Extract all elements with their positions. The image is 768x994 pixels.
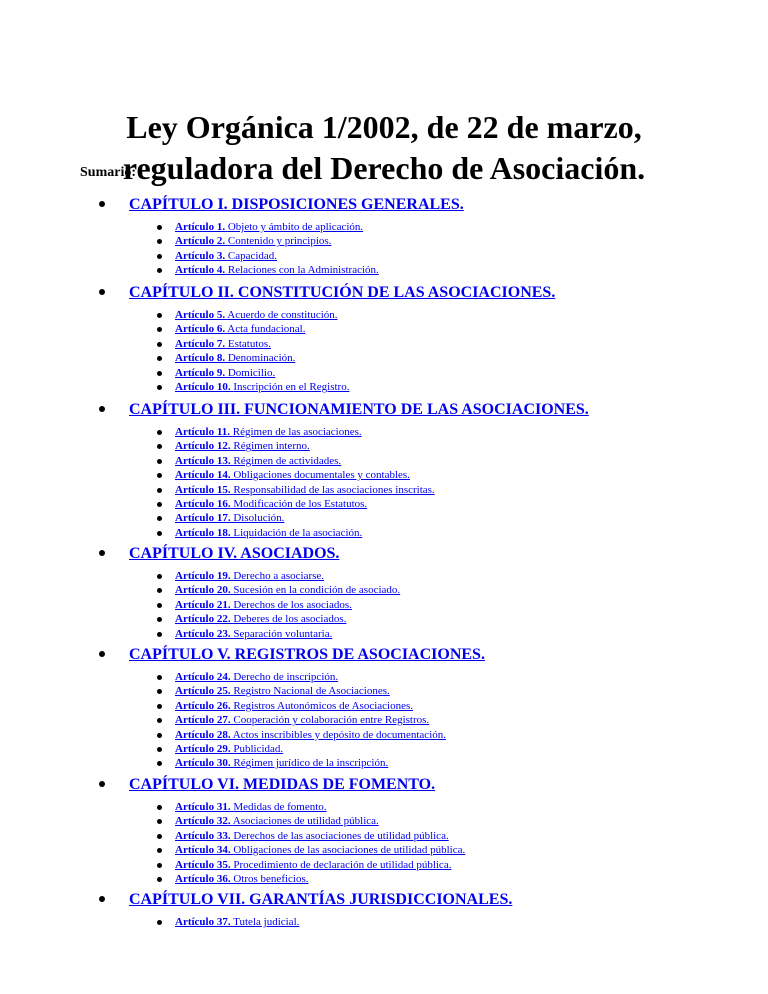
article-number: Artículo 21. xyxy=(175,598,231,611)
article-number: Artículo 10. xyxy=(175,381,231,393)
bullet-icon xyxy=(157,313,162,318)
article-item xyxy=(0,308,768,322)
article-title: Denominación. xyxy=(227,352,296,365)
article-item xyxy=(0,468,768,482)
article-number: Artículo 4. xyxy=(175,264,226,277)
article-number: Artículo 18. xyxy=(175,526,231,539)
article-title: Registros Autonómicos de Asociaciones. xyxy=(233,699,414,712)
article-link[interactable] xyxy=(175,627,332,641)
bullet-icon xyxy=(157,805,162,810)
bullet-icon xyxy=(157,473,162,478)
article-title: Derecho a asociarse. xyxy=(233,570,325,582)
article-link[interactable] xyxy=(175,234,331,248)
bullet-icon xyxy=(157,632,162,637)
bullet-icon xyxy=(157,761,162,766)
chapter-link[interactable]: CAPÍTULO II. CONSTITUCIÓN DE LAS ASOCIACIONES. xyxy=(129,284,556,301)
chapter-link[interactable]: CAPÍTULO III. FUNCIONAMIENTO DE LAS ASOCIACIONES. xyxy=(129,401,589,418)
article-number: Artículo 9. xyxy=(175,366,226,379)
page-title-line-2: reguladora del Derecho de Asociación. xyxy=(122,150,646,187)
bullet-icon xyxy=(99,289,105,295)
article-title: Procedimiento de declaración de utilidad pública. xyxy=(233,858,452,871)
article-number: Artículo 8. xyxy=(175,352,226,365)
bullet-icon xyxy=(99,781,105,787)
article-item xyxy=(0,915,768,929)
article-item xyxy=(0,249,768,263)
bullet-icon xyxy=(99,651,105,657)
article-item xyxy=(0,337,768,351)
bullet-icon xyxy=(99,550,105,556)
bullet-icon xyxy=(157,704,162,709)
article-number: Artículo 22. xyxy=(175,613,231,626)
bullet-icon xyxy=(157,488,162,493)
article-number: Artículo 25. xyxy=(175,685,231,698)
article-title: Acta fundacional. xyxy=(227,323,306,336)
bullet-icon xyxy=(99,896,105,902)
article-title: Estatutos. xyxy=(227,337,271,350)
chapter-link[interactable]: CAPÍTULO I. DISPOSICIONES GENERALES. xyxy=(129,196,464,213)
article-link[interactable] xyxy=(175,511,284,525)
article-link[interactable] xyxy=(175,526,362,540)
article-number: Artículo 14. xyxy=(175,469,231,482)
article-link[interactable] xyxy=(175,497,367,511)
article-item xyxy=(0,569,768,583)
article-title: Actos inscribibles y depósito de documentación. xyxy=(232,728,446,741)
bullet-icon xyxy=(157,603,162,608)
article-item xyxy=(0,526,768,540)
article-number: Artículo 37. xyxy=(175,916,231,928)
article-number: Artículo 23. xyxy=(175,627,231,640)
summary-label: Sumario: xyxy=(80,165,136,180)
article-title: Asociaciones de utilidad pública. xyxy=(232,815,379,828)
article-item xyxy=(0,497,768,511)
article-link[interactable] xyxy=(175,728,446,742)
bullet-icon xyxy=(157,675,162,680)
chapter-link[interactable]: CAPÍTULO IV. ASOCIADOS. xyxy=(129,545,340,562)
article-number: Artículo 15. xyxy=(175,483,231,496)
article-number: Artículo 28. xyxy=(175,728,231,741)
article-number: Artículo 26. xyxy=(175,699,231,712)
article-title: Modificación de los Estatutos. xyxy=(233,498,368,510)
article-item xyxy=(0,598,768,612)
article-number: Artículo 6. xyxy=(175,323,226,336)
article-item xyxy=(0,713,768,727)
article-link[interactable] xyxy=(175,872,309,886)
article-title: Régimen jurídico de la inscripción. xyxy=(233,757,389,770)
article-number: Artículo 29. xyxy=(175,743,231,755)
chapter-link[interactable]: CAPÍTULO VI. MEDIDAS DE FOMENTO. xyxy=(129,776,436,793)
article-item xyxy=(0,670,768,684)
article-item xyxy=(0,483,768,497)
article-item xyxy=(0,380,768,394)
article-title: Objeto y ámbito de aplicación. xyxy=(227,221,364,233)
article-title: Obligaciones documentales y contables. xyxy=(233,469,410,482)
article-link[interactable] xyxy=(175,439,310,453)
article-number: Artículo 11. xyxy=(175,426,230,438)
article-number: Artículo 24. xyxy=(175,671,231,683)
bullet-icon xyxy=(157,268,162,273)
article-item xyxy=(0,872,768,886)
article-title: Derechos de las asociaciones de utilidad pública. xyxy=(233,829,449,842)
article-link[interactable] xyxy=(175,915,299,929)
article-title: Obligaciones de las asociaciones de utilidad pública. xyxy=(233,844,466,857)
article-item xyxy=(0,728,768,742)
article-title: Relaciones con la Administración. xyxy=(227,264,379,277)
article-link[interactable] xyxy=(175,699,413,713)
article-number: Artículo 1. xyxy=(175,221,226,233)
chapter-link[interactable]: CAPÍTULO V. REGISTROS DE ASOCIACIONES. xyxy=(129,646,485,663)
article-link[interactable] xyxy=(175,366,275,380)
article-title: Acuerdo de constitución. xyxy=(227,309,338,321)
article-item xyxy=(0,829,768,843)
bullet-icon xyxy=(157,848,162,853)
article-link[interactable] xyxy=(175,569,324,583)
bullet-icon xyxy=(157,877,162,882)
bullet-icon xyxy=(157,239,162,244)
article-item xyxy=(0,322,768,336)
article-title: Tutela judicial. xyxy=(233,916,300,928)
article-link[interactable] xyxy=(175,380,349,394)
article-number: Artículo 3. xyxy=(175,249,226,262)
bullet-icon xyxy=(157,819,162,824)
article-link[interactable] xyxy=(175,713,429,727)
article-link[interactable] xyxy=(175,843,465,857)
article-number: Artículo 33. xyxy=(175,829,231,842)
bullet-icon xyxy=(157,371,162,376)
bullet-icon xyxy=(157,342,162,347)
article-link[interactable] xyxy=(175,612,346,626)
article-item xyxy=(0,583,768,597)
article-link[interactable] xyxy=(175,829,449,843)
article-title: Publicidad. xyxy=(233,743,284,755)
bullet-icon xyxy=(157,385,162,390)
article-number: Artículo 16. xyxy=(175,498,231,510)
bullet-icon xyxy=(157,747,162,752)
article-item xyxy=(0,234,768,248)
article-item xyxy=(0,800,768,814)
article-number: Artículo 7. xyxy=(175,337,226,350)
article-title: Sucesión en la condición de asociado. xyxy=(233,584,401,597)
article-number: Artículo 32. xyxy=(175,815,231,828)
article-link[interactable] xyxy=(175,756,388,770)
article-link[interactable] xyxy=(175,670,338,684)
article-item xyxy=(0,742,768,756)
article-title: Responsabilidad de las asociaciones inscritas. xyxy=(233,483,435,496)
article-title: Régimen interno. xyxy=(233,440,310,453)
article-number: Artículo 30. xyxy=(175,757,231,770)
article-item xyxy=(0,366,768,380)
article-number: Artículo 34. xyxy=(175,844,231,857)
chapter-link[interactable]: CAPÍTULO VII. GARANTÍAS JURISDICCIONALES. xyxy=(129,891,513,908)
bullet-icon xyxy=(99,201,105,207)
bullet-icon xyxy=(157,225,162,230)
article-link[interactable] xyxy=(175,249,277,263)
article-title: Régimen de actividades. xyxy=(233,454,342,467)
article-title: Cooperación y colaboración entre Registros. xyxy=(233,714,430,727)
article-item xyxy=(0,263,768,277)
article-link[interactable] xyxy=(175,220,363,234)
article-item xyxy=(0,858,768,872)
article-title: Domicilio. xyxy=(227,366,276,379)
article-link[interactable] xyxy=(175,583,400,597)
article-title: Capacidad. xyxy=(227,249,278,262)
article-link[interactable] xyxy=(175,337,271,351)
article-item xyxy=(0,612,768,626)
bullet-icon xyxy=(157,834,162,839)
bullet-icon xyxy=(157,327,162,332)
bullet-icon xyxy=(157,502,162,507)
bullet-icon xyxy=(157,254,162,259)
article-number: Artículo 36. xyxy=(175,873,231,885)
article-number: Artículo 19. xyxy=(175,570,231,582)
article-title: Medidas de fomento. xyxy=(233,801,327,813)
article-link[interactable] xyxy=(175,814,379,828)
article-link[interactable] xyxy=(175,800,327,814)
article-number: Artículo 27. xyxy=(175,714,231,727)
article-title: Registro Nacional de Asociaciones. xyxy=(233,685,390,698)
article-number: Artículo 12. xyxy=(175,440,231,453)
article-item xyxy=(0,699,768,713)
article-item xyxy=(0,627,768,641)
bullet-icon xyxy=(157,689,162,694)
article-title: Deberes de los asociados. xyxy=(233,613,347,626)
bullet-icon xyxy=(157,617,162,622)
article-link[interactable] xyxy=(175,263,379,277)
article-item xyxy=(0,220,768,234)
article-number: Artículo 35. xyxy=(175,858,231,871)
article-item xyxy=(0,351,768,365)
bullet-icon xyxy=(99,406,105,412)
article-number: Artículo 2. xyxy=(175,235,226,248)
article-title: Derecho de inscripción. xyxy=(233,671,339,683)
bullet-icon xyxy=(157,863,162,868)
bullet-icon xyxy=(157,588,162,593)
bullet-icon xyxy=(157,430,162,435)
article-link[interactable] xyxy=(175,308,338,322)
page-title-line-1: Ley Orgánica 1/2002, de 22 de marzo, xyxy=(126,109,642,146)
article-title: Inscripción en el Registro. xyxy=(233,381,350,393)
article-item xyxy=(0,843,768,857)
article-link[interactable] xyxy=(175,742,283,756)
article-number: Artículo 20. xyxy=(175,584,231,597)
article-title: Derechos de los asociados. xyxy=(233,598,352,611)
article-title: Otros beneficios. xyxy=(233,873,309,885)
article-number: Artículo 31. xyxy=(175,801,231,813)
article-item xyxy=(0,684,768,698)
article-link[interactable] xyxy=(175,454,341,468)
article-item xyxy=(0,439,768,453)
bullet-icon xyxy=(157,516,162,521)
article-link[interactable] xyxy=(175,858,451,872)
article-link[interactable] xyxy=(175,351,295,365)
article-link[interactable] xyxy=(175,468,410,482)
article-link[interactable] xyxy=(175,684,390,698)
article-link[interactable] xyxy=(175,483,435,497)
bullet-icon xyxy=(157,718,162,723)
article-title: Separación voluntaria. xyxy=(233,627,333,640)
article-title: Liquidación de la asociación. xyxy=(233,526,363,539)
bullet-icon xyxy=(157,531,162,536)
article-title: Contenido y principios. xyxy=(227,235,332,248)
bullet-icon xyxy=(157,574,162,579)
bullet-icon xyxy=(157,356,162,361)
bullet-icon xyxy=(157,733,162,738)
article-item xyxy=(0,756,768,770)
article-link[interactable] xyxy=(175,425,362,439)
article-number: Artículo 17. xyxy=(175,512,231,525)
article-link[interactable] xyxy=(175,598,352,612)
article-item xyxy=(0,425,768,439)
bullet-icon xyxy=(157,444,162,449)
article-title: Disolución. xyxy=(233,512,285,525)
article-item xyxy=(0,454,768,468)
article-number: Artículo 13. xyxy=(175,454,231,467)
bullet-icon xyxy=(157,920,162,925)
article-title: Régimen de las asociaciones. xyxy=(232,426,362,438)
bullet-icon xyxy=(157,459,162,464)
article-item xyxy=(0,511,768,525)
article-item xyxy=(0,814,768,828)
article-number: Artículo 5. xyxy=(175,309,226,321)
article-link[interactable] xyxy=(175,322,305,336)
